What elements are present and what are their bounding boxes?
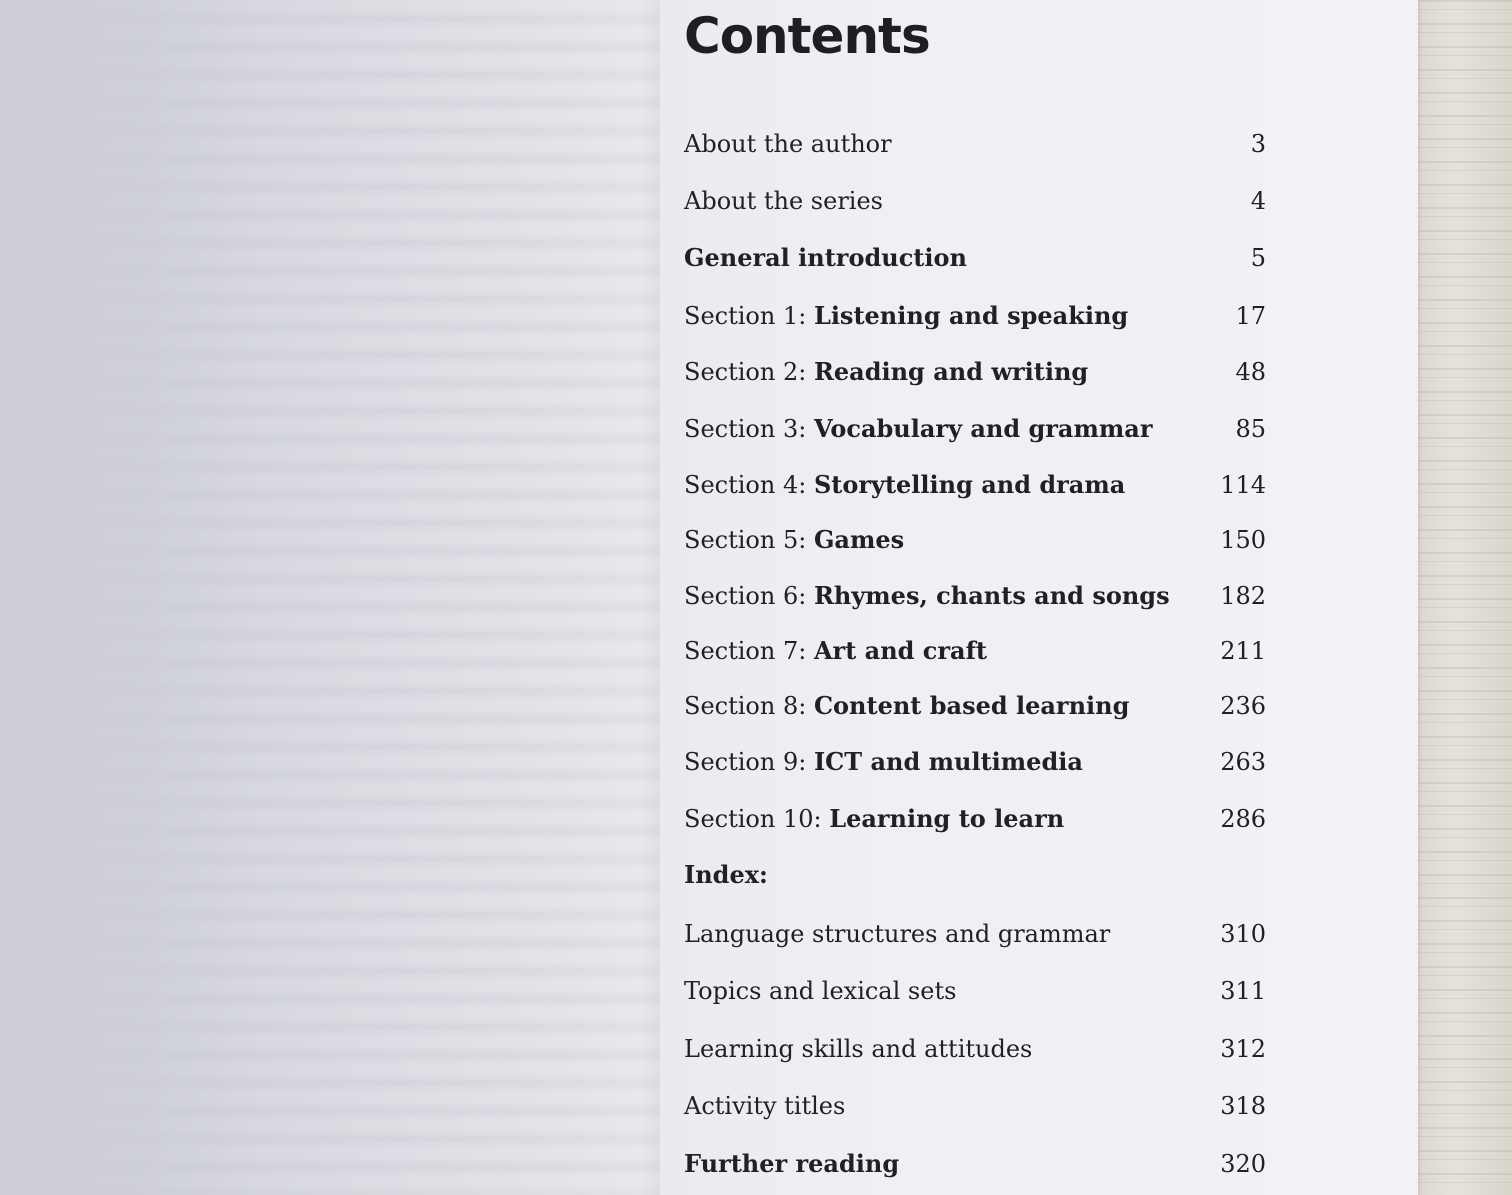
- toc-entry-general-introduction: [684, 238, 1266, 278]
- toc-page-number: 286: [1220, 805, 1266, 833]
- toc-entry-about-series: [684, 181, 1266, 221]
- toc-entry-further-reading: [684, 1144, 1266, 1184]
- toc-page-number: 85: [1235, 415, 1266, 443]
- toc-entry-label: Learning skills and attitudes: [684, 1035, 1033, 1063]
- toc-page-number: 263: [1220, 748, 1266, 776]
- toc-entry-label: Section 8: Content based learning: [684, 691, 1130, 720]
- toc-entry-label: Section 9: ICT and multimedia: [684, 747, 1083, 776]
- toc-page-number: 312: [1220, 1035, 1266, 1063]
- toc-entry-index-heading: [684, 855, 1266, 895]
- toc-page-number: 114: [1220, 471, 1266, 499]
- toc-entry-label: Section 2: Reading and writing: [684, 357, 1089, 386]
- toc-entry-index-activity-titles: [684, 1086, 1266, 1126]
- toc-entry-label: Section 5: Games: [684, 525, 905, 554]
- toc-entry-label: Section 4: Storytelling and drama: [684, 470, 1126, 499]
- toc-entry-section-5: [684, 520, 1266, 560]
- toc-entry-about-author: [684, 124, 1266, 164]
- toc-entry-section-3: [684, 409, 1266, 449]
- toc-entry-label: Further reading: [684, 1149, 900, 1178]
- toc-entry-section-1: [684, 296, 1266, 336]
- toc-page-number: 320: [1220, 1150, 1266, 1178]
- toc-entry-label: Section 1: Listening and speaking: [684, 301, 1129, 330]
- toc-page-number: 3: [1250, 130, 1266, 158]
- toc-page-number: 310: [1220, 920, 1266, 948]
- toc-page-number: 318: [1220, 1092, 1266, 1120]
- toc-entry-section-7: [684, 631, 1266, 671]
- toc-page-number: 311: [1220, 977, 1266, 1005]
- toc-entry-label: About the series: [684, 187, 883, 215]
- toc-page-number: 182: [1220, 582, 1266, 610]
- toc-entry-label: Section 7: Art and craft: [684, 636, 987, 665]
- toc-entry-label: Section 3: Vocabulary and grammar: [684, 414, 1153, 443]
- toc-page-number: 48: [1235, 358, 1266, 386]
- page-title: Contents: [684, 7, 930, 65]
- toc-entry-label: Topics and lexical sets: [684, 977, 957, 1005]
- left-page-shadow: [0, 0, 260, 1195]
- toc-page-number: 150: [1220, 526, 1266, 554]
- toc-entry-section-2: [684, 352, 1266, 392]
- toc-page-number: 211: [1220, 637, 1266, 665]
- toc-entry-index-language-structures: [684, 914, 1266, 954]
- left-facing-page: [0, 0, 660, 1195]
- toc-entry-section-10: [684, 799, 1266, 839]
- toc-entry-label: Section 6: Rhymes, chants and songs: [684, 581, 1170, 610]
- toc-entry-label: Activity titles: [684, 1092, 846, 1120]
- toc-entry-index-topics: [684, 971, 1266, 1011]
- toc-entry-section-6: [684, 576, 1266, 616]
- toc-page-number: 236: [1220, 692, 1266, 720]
- table-surface: [1418, 0, 1512, 1195]
- table-of-contents: [684, 0, 1266, 1195]
- toc-entry-label: Index:: [684, 860, 768, 889]
- toc-entry-label: About the author: [684, 130, 892, 158]
- toc-entry-label: Language structures and grammar: [684, 920, 1111, 948]
- toc-page-number: 17: [1235, 302, 1266, 330]
- toc-entry-label: General introduction: [684, 243, 967, 272]
- toc-entry-section-9: [684, 742, 1266, 782]
- toc-page-number: 4: [1250, 187, 1266, 215]
- toc-page-number: 5: [1250, 244, 1266, 272]
- toc-entry-index-learning-skills: [684, 1029, 1266, 1069]
- toc-entry-section-8: [684, 686, 1266, 726]
- toc-entry-section-4: [684, 465, 1266, 505]
- toc-entry-label: Section 10: Learning to learn: [684, 804, 1065, 833]
